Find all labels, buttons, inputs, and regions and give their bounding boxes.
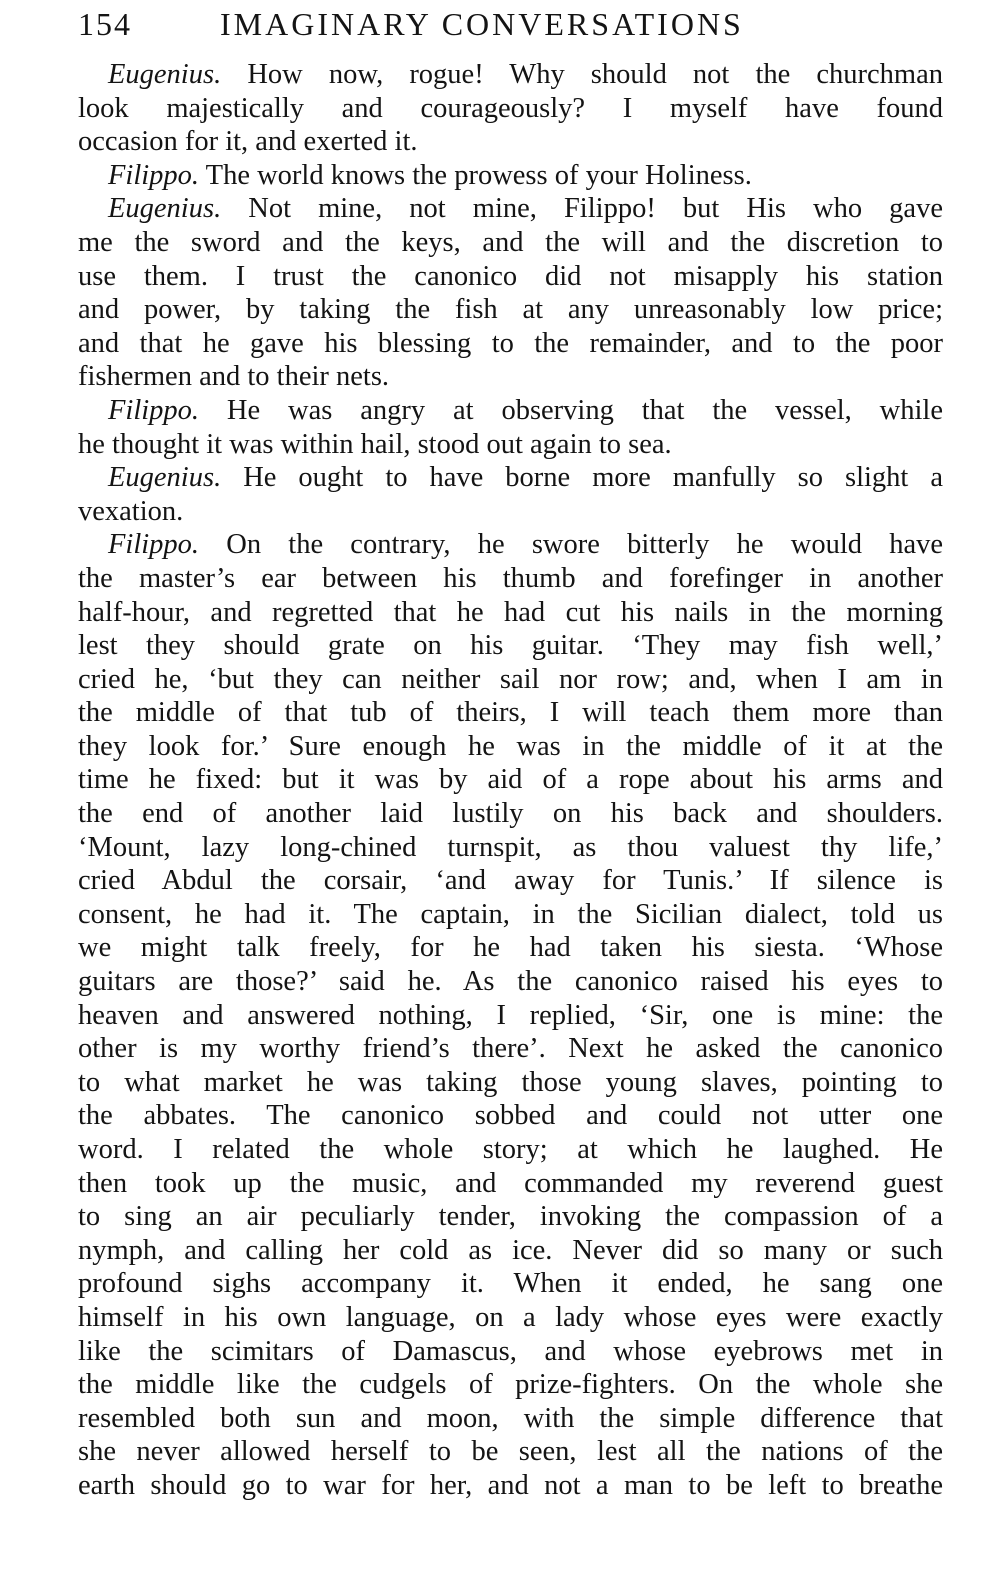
speaker-name: Eugenius. bbox=[108, 462, 222, 494]
text-line: cried Abdul the corsair, ‘and away for Tunis.’ If silence is bbox=[78, 865, 943, 897]
text-line bbox=[78, 192, 943, 226]
text-line: fishermen and to their nets. bbox=[78, 361, 390, 393]
text-line: to sing an air peculiarly tender, invoking the compassion of a bbox=[78, 1201, 943, 1233]
text-line: nymph, and calling her cold as ice. Never did so many or such bbox=[78, 1234, 943, 1266]
text-line: ‘Mount, lazy long-chined turnspit, as thou valuest thy life,’ bbox=[78, 831, 943, 863]
text-line bbox=[78, 461, 943, 495]
text-line: then took up the music, and commanded my reverend guest bbox=[78, 1167, 943, 1199]
text-line: the master’s ear between his thumb and forefinger in another bbox=[78, 562, 943, 594]
text-line: he thought it was within hail, stood out again to sea. bbox=[78, 428, 672, 460]
text-line: the middle of that tub of theirs, I will teach them more than bbox=[78, 697, 943, 729]
line-text: He ought to have borne more manfully so slight a bbox=[221, 462, 943, 494]
text-line: and power, by taking the fish at any unreasonably low price; bbox=[78, 294, 943, 326]
text-line: heaven and answered nothing, I replied, ‘Sir, one is mine: the bbox=[78, 999, 943, 1031]
text-line: profound sighs accompany it. When it ended, he sang one bbox=[78, 1268, 943, 1300]
text-line: word. I related the whole story; at which he laughed. He bbox=[78, 1134, 943, 1165]
line-text: The world knows the prowess of your Holiness. bbox=[199, 159, 752, 191]
text-line: the middle like the cudgels of prize-fighters. On the whole she bbox=[78, 1369, 943, 1401]
speaker-name: Eugenius. bbox=[108, 193, 222, 225]
speaker-name: Filippo. bbox=[108, 159, 200, 191]
text-line: the end of another laid lustily on his back and shoulders. bbox=[78, 798, 943, 830]
text-line: other is my worthy friend’s there’. Next he asked the canonico bbox=[78, 1033, 943, 1065]
line-text: How now, rogue! Why should not the churchman bbox=[221, 59, 943, 90]
text-line: cried he, ‘but they can neither sail nor row; and, when I am in bbox=[78, 663, 943, 695]
text-line: lest they should grate on his guitar. ‘They may fish well,’ bbox=[78, 630, 943, 662]
text-line bbox=[78, 528, 943, 562]
text-line: occasion for it, and exerted it. bbox=[78, 126, 418, 158]
text-line: me the sword and the keys, and the will and the discretion to bbox=[78, 226, 943, 258]
speaker-name: Filippo. bbox=[108, 529, 200, 561]
paragraph bbox=[78, 192, 943, 394]
text-line: to what market he was taking those young slaves, pointing to bbox=[78, 1066, 943, 1098]
running-title: IMAGINARY CONVERSATIONS bbox=[220, 6, 744, 42]
text-line: the abbates. The canonico sobbed and could not utter one bbox=[78, 1100, 943, 1132]
text-line: like the scimitars of Damascus, and whose eyebrows met in bbox=[78, 1335, 943, 1367]
body-text bbox=[78, 58, 943, 1503]
page-number: 154 bbox=[78, 6, 132, 42]
text-line: himself in his own language, on a lady whose eyes were exactly bbox=[78, 1301, 943, 1333]
text-line: look majestically and courageously? I myself have found bbox=[78, 92, 943, 124]
text-line: they look for.’ Sure enough he was in the middle of it at the bbox=[78, 730, 943, 762]
paragraph bbox=[78, 159, 943, 193]
text-line: resembled both sun and moon, with the simple difference that bbox=[78, 1402, 943, 1434]
line-text: He was angry at observing that the vessel, while bbox=[199, 394, 943, 426]
text-line: earth should go to war for her, and not a man to be left to breathe bbox=[78, 1469, 943, 1501]
text-line: time he fixed: but it was by aid of a rope about his arms and bbox=[78, 764, 943, 796]
paragraph bbox=[78, 394, 943, 461]
line-text: Not mine, not mine, Filippo! but His who gave bbox=[221, 193, 943, 225]
speaker-name: Filippo. bbox=[108, 394, 200, 426]
text-line bbox=[78, 58, 943, 92]
text-line: guitars are those?’ said he. As the canonico raised his eyes to bbox=[78, 966, 943, 998]
text-line: half-hour, and regretted that he had cut his nails in the morning bbox=[78, 596, 943, 628]
text-line: and that he gave his blessing to the remainder, and to the poor bbox=[78, 327, 943, 359]
text-line bbox=[78, 394, 943, 428]
page-header bbox=[78, 2, 938, 46]
line-text: On the contrary, he swore bitterly he would have bbox=[199, 529, 943, 561]
text-line bbox=[78, 159, 943, 193]
paragraph bbox=[78, 58, 943, 159]
paragraph bbox=[78, 528, 943, 1502]
text-line: she never allowed herself to be seen, lest all the nations of the bbox=[78, 1436, 943, 1468]
paragraph bbox=[78, 461, 943, 528]
text-line: vexation. bbox=[78, 495, 184, 527]
text-line: we might talk freely, for he had taken his siesta. ‘Whose bbox=[78, 932, 943, 964]
text-line: use them. I trust the canonico did not misapply his station bbox=[78, 260, 943, 292]
text-line: consent, he had it. The captain, in the Sicilian dialect, told us bbox=[78, 898, 943, 930]
speaker-name: Eugenius. bbox=[108, 59, 222, 90]
